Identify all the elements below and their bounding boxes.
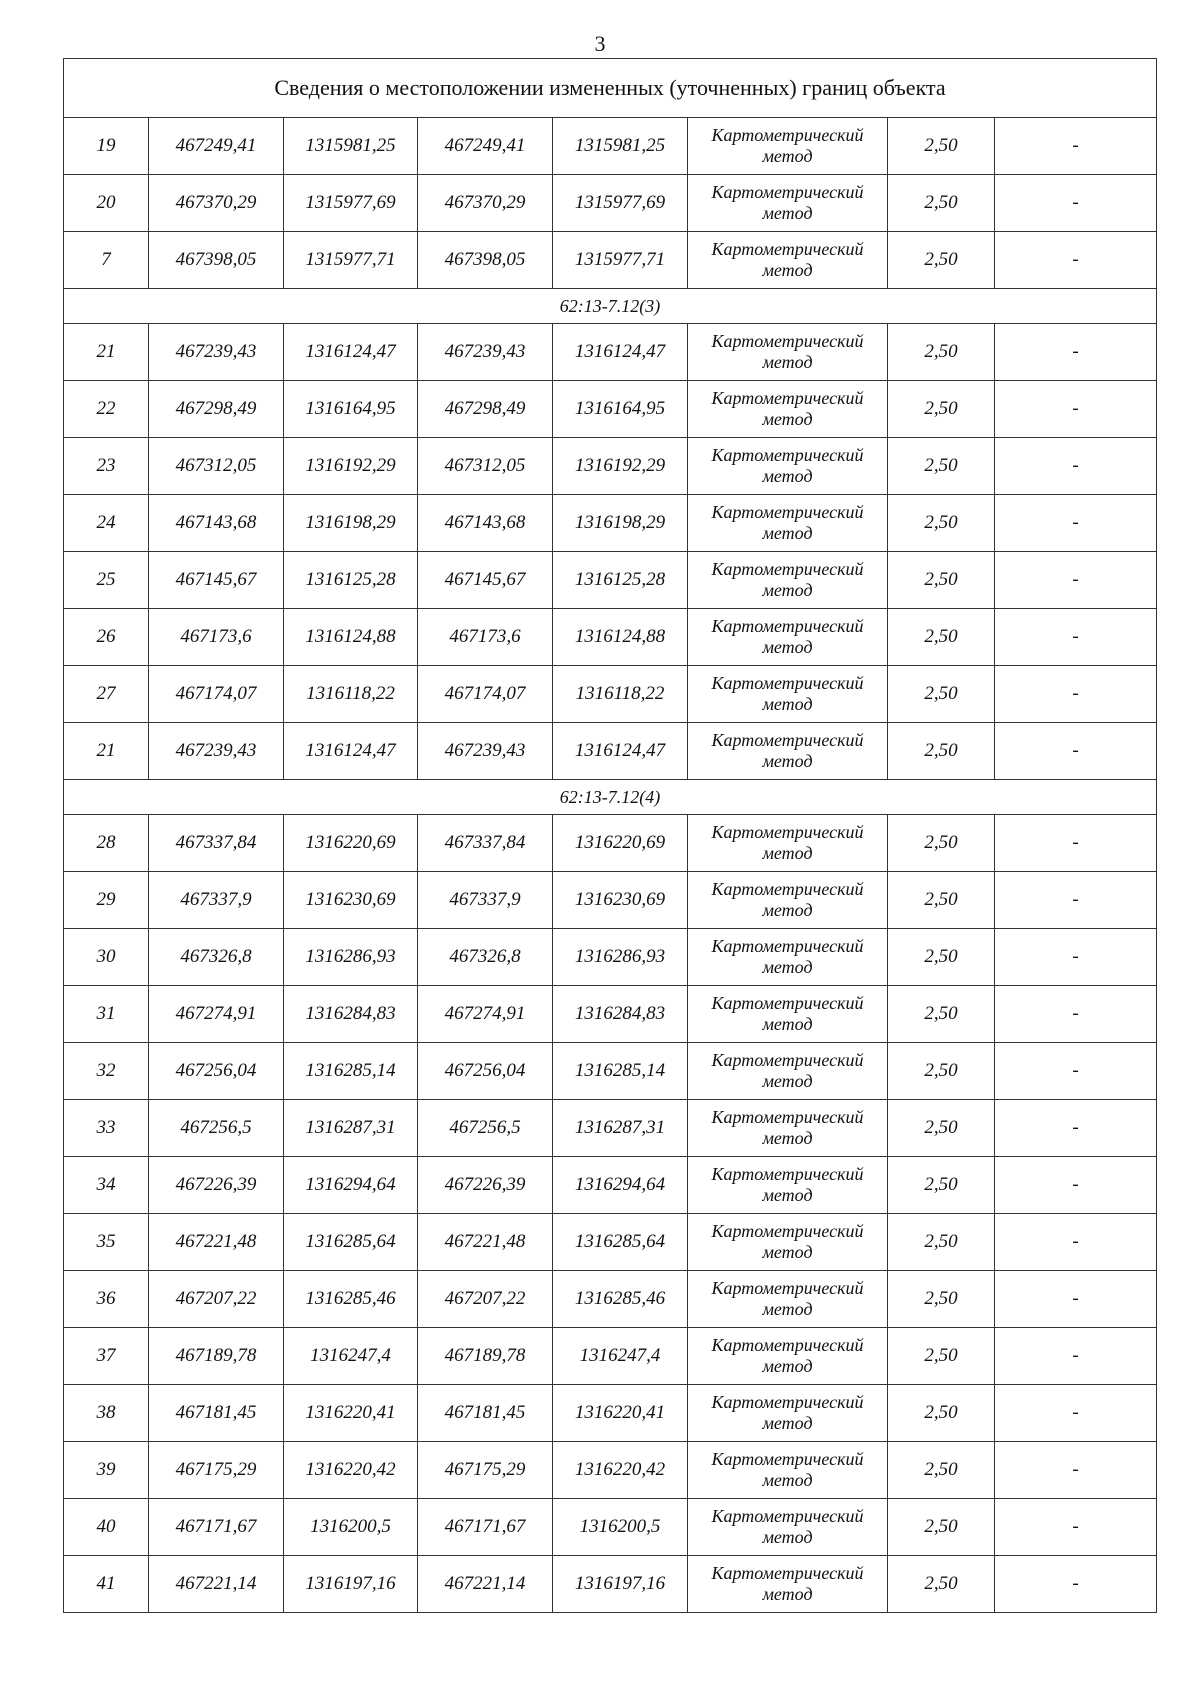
method-line-2: метод <box>762 203 813 223</box>
y-new-cell: 1316124,88 <box>553 609 688 666</box>
accuracy-cell: 2,50 <box>888 815 995 872</box>
y-existing-cell: 1315981,25 <box>284 118 418 175</box>
method-line-2: метод <box>762 1299 813 1319</box>
note-cell: - <box>995 495 1157 552</box>
y-new-cell: 1316220,41 <box>553 1385 688 1442</box>
method-line-1: Картометрический <box>711 1050 864 1070</box>
table-row <box>64 552 1157 609</box>
accuracy-cell: 2,50 <box>888 723 995 780</box>
method-cell <box>688 552 888 609</box>
method-line-1: Картометрический <box>711 559 864 579</box>
x-new-cell: 467398,05 <box>418 232 553 289</box>
y-new-cell: 1315981,25 <box>553 118 688 175</box>
y-existing-cell: 1316230,69 <box>284 872 418 929</box>
y-new-cell: 1316164,95 <box>553 381 688 438</box>
x-existing-cell: 467337,9 <box>149 872 284 929</box>
y-new-cell: 1315977,71 <box>553 232 688 289</box>
y-existing-cell: 1316285,64 <box>284 1214 418 1271</box>
y-existing-cell: 1316285,14 <box>284 1043 418 1100</box>
accuracy-cell: 2,50 <box>888 232 995 289</box>
y-existing-cell: 1316286,93 <box>284 929 418 986</box>
x-new-cell: 467256,5 <box>418 1100 553 1157</box>
method-line-2: метод <box>762 843 813 863</box>
x-existing-cell: 467249,41 <box>149 118 284 175</box>
method-line-2: метод <box>762 751 813 771</box>
x-new-cell: 467298,49 <box>418 381 553 438</box>
method-line-1: Картометрический <box>711 936 864 956</box>
x-new-cell: 467226,39 <box>418 1157 553 1214</box>
note-cell: - <box>995 1556 1157 1613</box>
method-line-1: Картометрический <box>711 1335 864 1355</box>
table-row <box>64 723 1157 780</box>
section-heading-row <box>64 780 1157 815</box>
table-title: Сведения о местоположении измененных (уточненных) границ объекта <box>64 59 1157 118</box>
method-line-2: метод <box>762 352 813 372</box>
method-line-2: метод <box>762 637 813 657</box>
point-number-cell: 38 <box>64 1385 149 1442</box>
note-cell: - <box>995 552 1157 609</box>
x-existing-cell: 467239,43 <box>149 723 284 780</box>
x-existing-cell: 467221,14 <box>149 1556 284 1613</box>
x-new-cell: 467207,22 <box>418 1271 553 1328</box>
point-number-cell: 40 <box>64 1499 149 1556</box>
method-line-2: метод <box>762 146 813 166</box>
note-cell: - <box>995 1157 1157 1214</box>
y-new-cell: 1316124,47 <box>553 324 688 381</box>
point-number-cell: 19 <box>64 118 149 175</box>
note-cell: - <box>995 118 1157 175</box>
x-existing-cell: 467337,84 <box>149 815 284 872</box>
method-line-2: метод <box>762 1413 813 1433</box>
method-line-1: Картометрический <box>711 879 864 899</box>
method-cell <box>688 324 888 381</box>
method-line-2: метод <box>762 466 813 486</box>
x-existing-cell: 467226,39 <box>149 1157 284 1214</box>
y-new-cell: 1316200,5 <box>553 1499 688 1556</box>
x-existing-cell: 467175,29 <box>149 1442 284 1499</box>
y-existing-cell: 1316125,28 <box>284 552 418 609</box>
table-row <box>64 815 1157 872</box>
accuracy-cell: 2,50 <box>888 1043 995 1100</box>
table-row <box>64 666 1157 723</box>
accuracy-cell: 2,50 <box>888 552 995 609</box>
x-new-cell: 467249,41 <box>418 118 553 175</box>
x-new-cell: 467181,45 <box>418 1385 553 1442</box>
accuracy-cell: 2,50 <box>888 1556 995 1613</box>
x-existing-cell: 467239,43 <box>149 324 284 381</box>
point-number-cell: 32 <box>64 1043 149 1100</box>
method-cell <box>688 1043 888 1100</box>
y-new-cell: 1316285,14 <box>553 1043 688 1100</box>
point-number-cell: 34 <box>64 1157 149 1214</box>
method-cell <box>688 929 888 986</box>
note-cell: - <box>995 1328 1157 1385</box>
point-number-cell: 28 <box>64 815 149 872</box>
method-line-1: Картометрический <box>711 822 864 842</box>
method-cell <box>688 666 888 723</box>
method-cell <box>688 232 888 289</box>
y-new-cell: 1316124,47 <box>553 723 688 780</box>
note-cell: - <box>995 232 1157 289</box>
method-line-2: метод <box>762 1185 813 1205</box>
accuracy-cell: 2,50 <box>888 872 995 929</box>
y-new-cell: 1316284,83 <box>553 986 688 1043</box>
table-row <box>64 1328 1157 1385</box>
y-new-cell: 1316230,69 <box>553 872 688 929</box>
note-cell: - <box>995 1271 1157 1328</box>
method-line-2: метод <box>762 580 813 600</box>
y-new-cell: 1316285,64 <box>553 1214 688 1271</box>
table-row <box>64 872 1157 929</box>
method-line-1: Картометрический <box>711 331 864 351</box>
point-number-cell: 36 <box>64 1271 149 1328</box>
note-cell: - <box>995 666 1157 723</box>
point-number-cell: 26 <box>64 609 149 666</box>
x-existing-cell: 467256,5 <box>149 1100 284 1157</box>
table-row <box>64 986 1157 1043</box>
method-cell <box>688 118 888 175</box>
accuracy-cell: 2,50 <box>888 495 995 552</box>
y-new-cell: 1316286,93 <box>553 929 688 986</box>
x-new-cell: 467221,48 <box>418 1214 553 1271</box>
method-line-2: метод <box>762 1128 813 1148</box>
method-line-2: метод <box>762 1527 813 1547</box>
note-cell: - <box>995 381 1157 438</box>
y-existing-cell: 1316220,69 <box>284 815 418 872</box>
point-number-cell: 30 <box>64 929 149 986</box>
y-existing-cell: 1316164,95 <box>284 381 418 438</box>
note-cell: - <box>995 1100 1157 1157</box>
x-existing-cell: 467326,8 <box>149 929 284 986</box>
y-new-cell: 1316125,28 <box>553 552 688 609</box>
table-row <box>64 1556 1157 1613</box>
table-row <box>64 118 1157 175</box>
method-cell <box>688 1499 888 1556</box>
accuracy-cell: 2,50 <box>888 1100 995 1157</box>
method-cell <box>688 1442 888 1499</box>
y-new-cell: 1316220,69 <box>553 815 688 872</box>
method-line-2: метод <box>762 694 813 714</box>
point-number-cell: 39 <box>64 1442 149 1499</box>
note-cell: - <box>995 438 1157 495</box>
method-line-1: Картометрический <box>711 1449 864 1469</box>
x-existing-cell: 467221,48 <box>149 1214 284 1271</box>
y-new-cell: 1316220,42 <box>553 1442 688 1499</box>
method-line-1: Картометрический <box>711 1221 864 1241</box>
y-existing-cell: 1316197,16 <box>284 1556 418 1613</box>
method-cell <box>688 175 888 232</box>
section-heading: 62:13-7.12(4) <box>64 780 1157 815</box>
method-line-1: Картометрический <box>711 1563 864 1583</box>
point-number-cell: 25 <box>64 552 149 609</box>
accuracy-cell: 2,50 <box>888 1214 995 1271</box>
x-new-cell: 467274,91 <box>418 986 553 1043</box>
page-number: 3 <box>594 31 606 56</box>
y-existing-cell: 1315977,71 <box>284 232 418 289</box>
table-row <box>64 1499 1157 1556</box>
point-number-cell: 41 <box>64 1556 149 1613</box>
point-number-cell: 24 <box>64 495 149 552</box>
method-line-2: метод <box>762 1242 813 1262</box>
point-number-cell: 35 <box>64 1214 149 1271</box>
y-new-cell: 1316247,4 <box>553 1328 688 1385</box>
y-existing-cell: 1316198,29 <box>284 495 418 552</box>
note-cell: - <box>995 1499 1157 1556</box>
x-new-cell: 467239,43 <box>418 723 553 780</box>
y-new-cell: 1316287,31 <box>553 1100 688 1157</box>
note-cell: - <box>995 175 1157 232</box>
y-new-cell: 1316294,64 <box>553 1157 688 1214</box>
x-new-cell: 467370,29 <box>418 175 553 232</box>
y-existing-cell: 1316118,22 <box>284 666 418 723</box>
x-existing-cell: 467174,07 <box>149 666 284 723</box>
y-new-cell: 1316285,46 <box>553 1271 688 1328</box>
table-row <box>64 324 1157 381</box>
y-new-cell: 1316192,29 <box>553 438 688 495</box>
x-new-cell: 467256,04 <box>418 1043 553 1100</box>
method-line-2: метод <box>762 523 813 543</box>
x-existing-cell: 467298,49 <box>149 381 284 438</box>
table-row <box>64 1100 1157 1157</box>
method-cell <box>688 1556 888 1613</box>
note-cell: - <box>995 929 1157 986</box>
section-heading-row <box>64 289 1157 324</box>
x-existing-cell: 467398,05 <box>149 232 284 289</box>
x-existing-cell: 467171,67 <box>149 1499 284 1556</box>
y-existing-cell: 1316124,47 <box>284 324 418 381</box>
accuracy-cell: 2,50 <box>888 1157 995 1214</box>
x-existing-cell: 467274,91 <box>149 986 284 1043</box>
y-existing-cell: 1316285,46 <box>284 1271 418 1328</box>
x-existing-cell: 467143,68 <box>149 495 284 552</box>
method-cell <box>688 1328 888 1385</box>
method-line-2: метод <box>762 1071 813 1091</box>
note-cell: - <box>995 986 1157 1043</box>
method-line-2: метод <box>762 1356 813 1376</box>
table-row <box>64 609 1157 666</box>
method-line-2: метод <box>762 1584 813 1604</box>
y-new-cell: 1316198,29 <box>553 495 688 552</box>
y-existing-cell: 1316287,31 <box>284 1100 418 1157</box>
accuracy-cell: 2,50 <box>888 1442 995 1499</box>
x-new-cell: 467337,9 <box>418 872 553 929</box>
x-new-cell: 467174,07 <box>418 666 553 723</box>
method-cell <box>688 986 888 1043</box>
x-new-cell: 467221,14 <box>418 1556 553 1613</box>
y-existing-cell: 1316200,5 <box>284 1499 418 1556</box>
note-cell: - <box>995 1214 1157 1271</box>
point-number-cell: 37 <box>64 1328 149 1385</box>
method-cell <box>688 723 888 780</box>
method-line-1: Картометрический <box>711 1506 864 1526</box>
table-row <box>64 438 1157 495</box>
method-cell <box>688 872 888 929</box>
x-existing-cell: 467256,04 <box>149 1043 284 1100</box>
note-cell: - <box>995 609 1157 666</box>
method-cell <box>688 438 888 495</box>
table-row <box>64 1385 1157 1442</box>
note-cell: - <box>995 723 1157 780</box>
table-title-row <box>64 59 1157 118</box>
accuracy-cell: 2,50 <box>888 1271 995 1328</box>
y-existing-cell: 1316124,47 <box>284 723 418 780</box>
method-line-2: метод <box>762 957 813 977</box>
accuracy-cell: 2,50 <box>888 175 995 232</box>
x-new-cell: 467145,67 <box>418 552 553 609</box>
method-line-1: Картометрический <box>711 1278 864 1298</box>
x-existing-cell: 467145,67 <box>149 552 284 609</box>
point-number-cell: 23 <box>64 438 149 495</box>
point-number-cell: 21 <box>64 723 149 780</box>
accuracy-cell: 2,50 <box>888 986 995 1043</box>
accuracy-cell: 2,50 <box>888 381 995 438</box>
method-cell <box>688 1385 888 1442</box>
method-line-2: метод <box>762 1470 813 1490</box>
x-new-cell: 467175,29 <box>418 1442 553 1499</box>
x-existing-cell: 467173,6 <box>149 609 284 666</box>
method-cell <box>688 815 888 872</box>
accuracy-cell: 2,50 <box>888 118 995 175</box>
method-line-1: Картометрический <box>711 730 864 750</box>
x-existing-cell: 467207,22 <box>149 1271 284 1328</box>
method-cell <box>688 1271 888 1328</box>
y-new-cell: 1316197,16 <box>553 1556 688 1613</box>
method-line-2: метод <box>762 409 813 429</box>
x-existing-cell: 467181,45 <box>149 1385 284 1442</box>
y-existing-cell: 1316294,64 <box>284 1157 418 1214</box>
note-cell: - <box>995 1442 1157 1499</box>
boundary-coordinates-table <box>63 58 1157 1613</box>
point-number-cell: 31 <box>64 986 149 1043</box>
accuracy-cell: 2,50 <box>888 929 995 986</box>
point-number-cell: 33 <box>64 1100 149 1157</box>
x-existing-cell: 467370,29 <box>149 175 284 232</box>
accuracy-cell: 2,50 <box>888 1499 995 1556</box>
method-line-2: метод <box>762 1014 813 1034</box>
note-cell: - <box>995 872 1157 929</box>
method-cell <box>688 1214 888 1271</box>
accuracy-cell: 2,50 <box>888 609 995 666</box>
x-new-cell: 467189,78 <box>418 1328 553 1385</box>
point-number-cell: 22 <box>64 381 149 438</box>
point-number-cell: 20 <box>64 175 149 232</box>
x-new-cell: 467239,43 <box>418 324 553 381</box>
accuracy-cell: 2,50 <box>888 438 995 495</box>
y-new-cell: 1316118,22 <box>553 666 688 723</box>
note-cell: - <box>995 324 1157 381</box>
method-line-2: метод <box>762 900 813 920</box>
table-row <box>64 1271 1157 1328</box>
method-cell <box>688 381 888 438</box>
table-row <box>64 175 1157 232</box>
note-cell: - <box>995 815 1157 872</box>
y-existing-cell: 1316284,83 <box>284 986 418 1043</box>
table-row <box>64 1442 1157 1499</box>
method-cell <box>688 1100 888 1157</box>
method-line-1: Картометрический <box>711 445 864 465</box>
method-line-1: Картометрический <box>711 502 864 522</box>
x-new-cell: 467143,68 <box>418 495 553 552</box>
method-line-1: Картометрический <box>711 182 864 202</box>
y-existing-cell: 1316247,4 <box>284 1328 418 1385</box>
method-cell <box>688 1157 888 1214</box>
point-number-cell: 21 <box>64 324 149 381</box>
x-existing-cell: 467312,05 <box>149 438 284 495</box>
y-existing-cell: 1315977,69 <box>284 175 418 232</box>
y-new-cell: 1315977,69 <box>553 175 688 232</box>
x-new-cell: 467171,67 <box>418 1499 553 1556</box>
table-row <box>64 1043 1157 1100</box>
x-new-cell: 467337,84 <box>418 815 553 872</box>
note-cell: - <box>995 1385 1157 1442</box>
y-existing-cell: 1316124,88 <box>284 609 418 666</box>
method-line-1: Картометрический <box>711 1164 864 1184</box>
method-line-1: Картометрический <box>711 125 864 145</box>
method-line-2: метод <box>762 260 813 280</box>
method-line-1: Картометрический <box>711 239 864 259</box>
table-row <box>64 232 1157 289</box>
method-line-1: Картометрический <box>711 1107 864 1127</box>
point-number-cell: 29 <box>64 872 149 929</box>
y-existing-cell: 1316220,42 <box>284 1442 418 1499</box>
method-line-1: Картометрический <box>711 388 864 408</box>
section-heading: 62:13-7.12(3) <box>64 289 1157 324</box>
accuracy-cell: 2,50 <box>888 1328 995 1385</box>
table-row <box>64 929 1157 986</box>
table-row <box>64 495 1157 552</box>
method-cell <box>688 609 888 666</box>
point-number-cell: 27 <box>64 666 149 723</box>
point-number-cell: 7 <box>64 232 149 289</box>
method-line-1: Картометрический <box>711 673 864 693</box>
table-row <box>64 1214 1157 1271</box>
accuracy-cell: 2,50 <box>888 324 995 381</box>
y-existing-cell: 1316220,41 <box>284 1385 418 1442</box>
table-row <box>64 381 1157 438</box>
y-existing-cell: 1316192,29 <box>284 438 418 495</box>
accuracy-cell: 2,50 <box>888 666 995 723</box>
x-new-cell: 467326,8 <box>418 929 553 986</box>
accuracy-cell: 2,50 <box>888 1385 995 1442</box>
note-cell: - <box>995 1043 1157 1100</box>
x-existing-cell: 467189,78 <box>149 1328 284 1385</box>
method-line-1: Картометрический <box>711 993 864 1013</box>
x-new-cell: 467312,05 <box>418 438 553 495</box>
method-line-1: Картометрический <box>711 616 864 636</box>
method-line-1: Картометрический <box>711 1392 864 1412</box>
table-row <box>64 1157 1157 1214</box>
x-new-cell: 467173,6 <box>418 609 553 666</box>
method-cell <box>688 495 888 552</box>
